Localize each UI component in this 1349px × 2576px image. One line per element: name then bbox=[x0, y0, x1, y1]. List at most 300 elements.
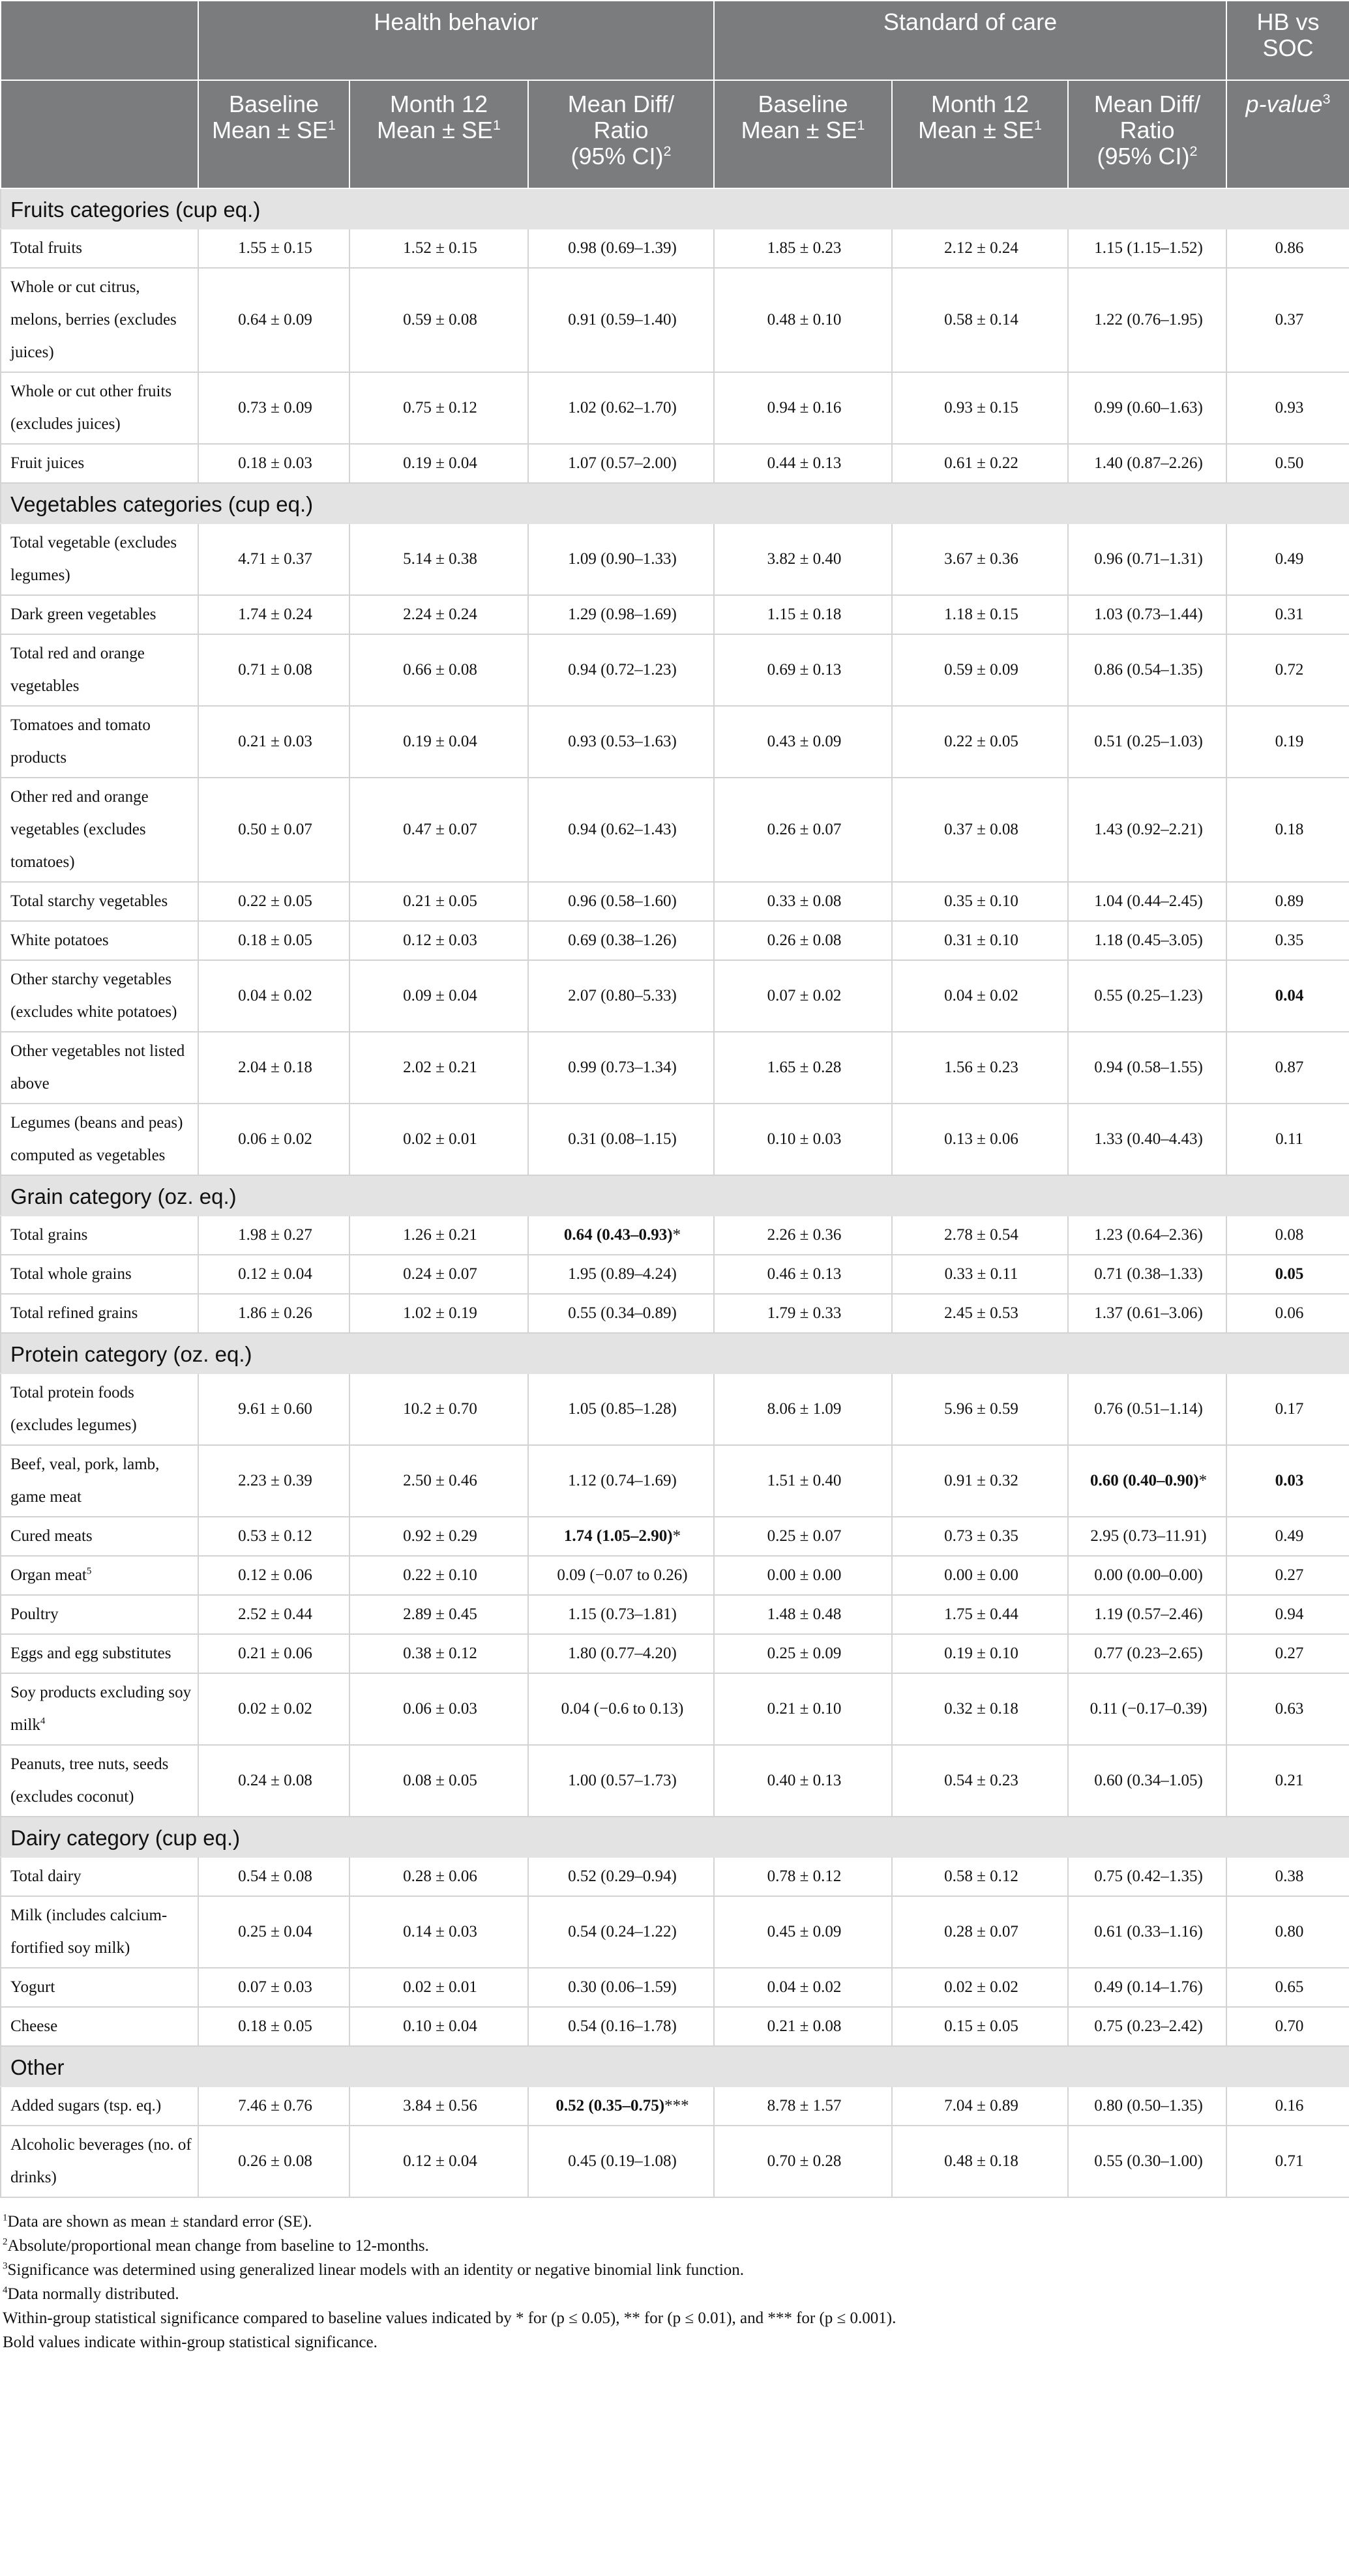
section-title: Fruits categories (cup eq.) bbox=[1, 188, 1349, 229]
soc-baseline-cell: 8.06 ± 1.09 bbox=[714, 1373, 892, 1445]
hb-month12-cell: 10.2 ± 0.70 bbox=[349, 1373, 528, 1445]
table-row bbox=[1, 2126, 1349, 2197]
soc-baseline-cell: 0.25 ± 0.09 bbox=[714, 1634, 892, 1673]
section-title: Dairy category (cup eq.) bbox=[1, 1817, 1349, 1857]
hb-month12-cell: 0.75 ± 0.12 bbox=[349, 372, 528, 444]
soc-month12-cell: 7.04 ± 0.89 bbox=[892, 2086, 1068, 2126]
hb-baseline-cell: 2.52 ± 0.44 bbox=[198, 1595, 349, 1634]
soc-month12-cell: 2.45 ± 0.53 bbox=[892, 1294, 1068, 1333]
pvalue-cell: 0.87 bbox=[1226, 1032, 1349, 1104]
row-label: Added sugars (tsp. eq.) bbox=[1, 2086, 198, 2126]
soc-diff-cell: 1.04 (0.44–2.45) bbox=[1068, 882, 1226, 921]
pvalue-cell: 0.16 bbox=[1226, 2086, 1349, 2126]
soc-month12-cell: 0.54 ± 0.23 bbox=[892, 1745, 1068, 1817]
row-label: Yogurt bbox=[1, 1968, 198, 2007]
soc-month12-cell: 0.37 ± 0.08 bbox=[892, 778, 1068, 882]
hb-month12-cell: 0.22 ± 0.10 bbox=[349, 1556, 528, 1595]
header-standard-of-care: Standard of care bbox=[714, 1, 1226, 80]
soc-diff-cell: 1.40 (0.87–2.26) bbox=[1068, 444, 1226, 483]
table-row bbox=[1, 1595, 1349, 1634]
table-row bbox=[1, 1294, 1349, 1333]
table-row bbox=[1, 1255, 1349, 1294]
hb-baseline-cell: 1.74 ± 0.24 bbox=[198, 595, 349, 634]
pvalue-cell: 0.38 bbox=[1226, 1857, 1349, 1896]
hb-month12-cell: 0.19 ± 0.04 bbox=[349, 444, 528, 483]
hb-month12-cell: 0.08 ± 0.05 bbox=[349, 1745, 528, 1817]
footnote: Within-group statistical significance compared to baseline values indicated by * for (p ≤ 0.05), ** for (p ≤ 0.01), and *** for (p ≤ 0.001). bbox=[3, 2309, 897, 2327]
soc-baseline-cell: 1.15 ± 0.18 bbox=[714, 595, 892, 634]
soc-month12-cell: 1.75 ± 0.44 bbox=[892, 1595, 1068, 1634]
hb-baseline-cell: 0.18 ± 0.03 bbox=[198, 444, 349, 483]
pvalue-cell: 0.50 bbox=[1226, 444, 1349, 483]
hb-baseline-cell: 2.04 ± 0.18 bbox=[198, 1032, 349, 1104]
hb-baseline-cell: 2.23 ± 0.39 bbox=[198, 1445, 349, 1517]
soc-baseline-cell: 0.21 ± 0.10 bbox=[714, 1673, 892, 1745]
pvalue-cell: 0.93 bbox=[1226, 372, 1349, 444]
pvalue-cell: 0.49 bbox=[1226, 1517, 1349, 1556]
hb-month12-cell: 0.02 ± 0.01 bbox=[349, 1968, 528, 2007]
table-row bbox=[1, 1517, 1349, 1556]
hb-baseline-cell: 0.71 ± 0.08 bbox=[198, 634, 349, 706]
soc-diff-cell: 0.55 (0.25–1.23) bbox=[1068, 960, 1226, 1032]
pvalue-cell: 0.94 bbox=[1226, 1595, 1349, 1634]
soc-month12-cell: 0.00 ± 0.00 bbox=[892, 1556, 1068, 1595]
row-label: Fruit juices bbox=[1, 444, 198, 483]
soc-diff-cell: 0.80 (0.50–1.35) bbox=[1068, 2086, 1226, 2126]
soc-month12-cell: 0.15 ± 0.05 bbox=[892, 2007, 1068, 2046]
section-header bbox=[1, 1817, 1349, 1857]
table-row bbox=[1, 2007, 1349, 2046]
row-label: Total protein foods (excludes legumes) bbox=[1, 1373, 198, 1445]
table-row bbox=[1, 1216, 1349, 1255]
row-label: Legumes (beans and peas) computed as vegetables bbox=[1, 1104, 198, 1175]
table-header bbox=[1, 1, 1349, 188]
soc-baseline-cell: 0.26 ± 0.07 bbox=[714, 778, 892, 882]
hb-month12-cell: 0.92 ± 0.29 bbox=[349, 1517, 528, 1556]
hb-month12-cell: 0.19 ± 0.04 bbox=[349, 706, 528, 778]
soc-month12-cell: 2.12 ± 0.24 bbox=[892, 229, 1068, 268]
table-row bbox=[1, 1556, 1349, 1595]
table-row bbox=[1, 229, 1349, 268]
hb-baseline-cell: 1.55 ± 0.15 bbox=[198, 229, 349, 268]
hb-month12-cell: 0.66 ± 0.08 bbox=[349, 634, 528, 706]
soc-month12-cell: 0.48 ± 0.18 bbox=[892, 2126, 1068, 2197]
soc-baseline-cell: 0.48 ± 0.10 bbox=[714, 268, 892, 372]
footnote: $^4$Data normally distributed. bbox=[3, 2285, 179, 2303]
hb-diff-cell: 0.94 (0.72–1.23) bbox=[528, 634, 714, 706]
table-row bbox=[1, 921, 1349, 960]
header-soc-diff: Mean Diff/ Ratio (95% CI)$^2$ bbox=[1068, 80, 1226, 188]
soc-baseline-cell: 0.00 ± 0.00 bbox=[714, 1556, 892, 1595]
soc-month12-cell: 0.58 ± 0.12 bbox=[892, 1857, 1068, 1896]
soc-baseline-cell: 0.33 ± 0.08 bbox=[714, 882, 892, 921]
soc-diff-cell: 0.51 (0.25–1.03) bbox=[1068, 706, 1226, 778]
hb-diff-cell: 0.98 (0.69–1.39) bbox=[528, 229, 714, 268]
table-row bbox=[1, 2086, 1349, 2126]
hb-diff-cell: 0.54 (0.24–1.22) bbox=[528, 1896, 714, 1968]
soc-month12-cell: 0.04 ± 0.02 bbox=[892, 960, 1068, 1032]
soc-diff-cell: 0.71 (0.38–1.33) bbox=[1068, 1255, 1226, 1294]
hb-month12-cell: 5.14 ± 0.38 bbox=[349, 523, 528, 595]
soc-diff-cell: 0.77 (0.23–2.65) bbox=[1068, 1634, 1226, 1673]
hbsoc-line2: SOC bbox=[1262, 35, 1314, 61]
header-pvalue: p-value$^3$ bbox=[1226, 80, 1349, 188]
hb-baseline-cell: 0.54 ± 0.08 bbox=[198, 1857, 349, 1896]
row-label: Tomatoes and tomato products bbox=[1, 706, 198, 778]
header-health-behavior: Health behavior bbox=[198, 1, 714, 80]
soc-diff-cell: 0.61 (0.33–1.16) bbox=[1068, 1896, 1226, 1968]
hb-diff-cell: 1.29 (0.98–1.69) bbox=[528, 595, 714, 634]
soc-month12-cell: 0.33 ± 0.11 bbox=[892, 1255, 1068, 1294]
hb-diff-cell: 2.07 (0.80–5.33) bbox=[528, 960, 714, 1032]
soc-diff-cell: 0.60 (0.40–0.90)* bbox=[1068, 1445, 1226, 1517]
soc-diff-cell: 1.22 (0.76–1.95) bbox=[1068, 268, 1226, 372]
table-row bbox=[1, 1445, 1349, 1517]
table-row bbox=[1, 1745, 1349, 1817]
hb-month12-cell: 0.12 ± 0.03 bbox=[349, 921, 528, 960]
hb-month12-cell: 0.38 ± 0.12 bbox=[349, 1634, 528, 1673]
soc-baseline-cell: 0.04 ± 0.02 bbox=[714, 1968, 892, 2007]
soc-diff-cell: 0.99 (0.60–1.63) bbox=[1068, 372, 1226, 444]
row-label: Peanuts, tree nuts, seeds (excludes coconut) bbox=[1, 1745, 198, 1817]
table-row bbox=[1, 444, 1349, 483]
hb-diff-cell: 1.07 (0.57–2.00) bbox=[528, 444, 714, 483]
pvalue-cell: 0.21 bbox=[1226, 1745, 1349, 1817]
table-row bbox=[1, 1857, 1349, 1896]
hb-diff-cell: 0.55 (0.34–0.89) bbox=[528, 1294, 714, 1333]
hb-baseline-cell: 0.12 ± 0.06 bbox=[198, 1556, 349, 1595]
hb-baseline-cell: 9.61 ± 0.60 bbox=[198, 1373, 349, 1445]
hb-diff-cell: 0.45 (0.19–1.08) bbox=[528, 2126, 714, 2197]
hb-diff-cell: 0.93 (0.53–1.63) bbox=[528, 706, 714, 778]
row-label: Total starchy vegetables bbox=[1, 882, 198, 921]
soc-month12-cell: 0.93 ± 0.15 bbox=[892, 372, 1068, 444]
hb-diff-cell: 0.99 (0.73–1.34) bbox=[528, 1032, 714, 1104]
row-label: Other red and orange vegetables (excludes tomatoes) bbox=[1, 778, 198, 882]
table-row bbox=[1, 595, 1349, 634]
soc-month12-cell: 0.59 ± 0.09 bbox=[892, 634, 1068, 706]
hb-baseline-cell: 0.24 ± 0.08 bbox=[198, 1745, 349, 1817]
soc-diff-cell: 0.75 (0.23–2.42) bbox=[1068, 2007, 1226, 2046]
hb-diff-cell: 0.52 (0.29–0.94) bbox=[528, 1857, 714, 1896]
hb-month12-cell: 0.21 ± 0.05 bbox=[349, 882, 528, 921]
soc-diff-cell: 0.11 (−0.17–0.39) bbox=[1068, 1673, 1226, 1745]
soc-baseline-cell: 0.26 ± 0.08 bbox=[714, 921, 892, 960]
header-stub-2 bbox=[1, 80, 198, 188]
row-label: Whole or cut other fruits (excludes juices) bbox=[1, 372, 198, 444]
table-row bbox=[1, 706, 1349, 778]
section-header bbox=[1, 1175, 1349, 1216]
hb-baseline-cell: 0.02 ± 0.02 bbox=[198, 1673, 349, 1745]
soc-baseline-cell: 0.46 ± 0.13 bbox=[714, 1255, 892, 1294]
hb-baseline-cell: 0.04 ± 0.02 bbox=[198, 960, 349, 1032]
pvalue-cell: 0.72 bbox=[1226, 634, 1349, 706]
hb-month12-cell: 2.89 ± 0.45 bbox=[349, 1595, 528, 1634]
hb-month12-cell: 0.47 ± 0.07 bbox=[349, 778, 528, 882]
row-label: Other starchy vegetables (excludes white potatoes) bbox=[1, 960, 198, 1032]
hb-month12-cell: 0.28 ± 0.06 bbox=[349, 1857, 528, 1896]
pvalue-cell: 0.37 bbox=[1226, 268, 1349, 372]
soc-month12-cell: 0.61 ± 0.22 bbox=[892, 444, 1068, 483]
soc-diff-cell: 1.19 (0.57–2.46) bbox=[1068, 1595, 1226, 1634]
hb-diff-cell: 0.31 (0.08–1.15) bbox=[528, 1104, 714, 1175]
pvalue-cell: 0.19 bbox=[1226, 706, 1349, 778]
soc-baseline-cell: 0.94 ± 0.16 bbox=[714, 372, 892, 444]
section-title: Other bbox=[1, 2046, 1349, 2086]
row-label: Total grains bbox=[1, 1216, 198, 1255]
row-label: Poultry bbox=[1, 1595, 198, 1634]
header-soc-baseline: Baseline Mean ± $SE^1$ bbox=[714, 80, 892, 188]
hb-diff-cell: 1.05 (0.85–1.28) bbox=[528, 1373, 714, 1445]
pvalue-cell: 0.11 bbox=[1226, 1104, 1349, 1175]
hb-diff-cell: 0.52 (0.35–0.75)*** bbox=[528, 2086, 714, 2126]
row-label: Total red and orange vegetables bbox=[1, 634, 198, 706]
soc-diff-cell: 0.86 (0.54–1.35) bbox=[1068, 634, 1226, 706]
table-row bbox=[1, 372, 1349, 444]
soc-diff-cell: 1.18 (0.45–3.05) bbox=[1068, 921, 1226, 960]
hb-baseline-cell: 1.98 ± 0.27 bbox=[198, 1216, 349, 1255]
table-row bbox=[1, 1634, 1349, 1673]
soc-month12-cell: 0.28 ± 0.07 bbox=[892, 1896, 1068, 1968]
row-label: White potatoes bbox=[1, 921, 198, 960]
row-label: Other vegetables not listed above bbox=[1, 1032, 198, 1104]
hb-month12-cell: 1.26 ± 0.21 bbox=[349, 1216, 528, 1255]
soc-month12-cell: 3.67 ± 0.36 bbox=[892, 523, 1068, 595]
soc-baseline-cell: 1.79 ± 0.33 bbox=[714, 1294, 892, 1333]
hb-diff-cell: 1.74 (1.05–2.90)* bbox=[528, 1517, 714, 1556]
hb-baseline-cell: 1.86 ± 0.26 bbox=[198, 1294, 349, 1333]
hb-baseline-cell: 0.25 ± 0.04 bbox=[198, 1896, 349, 1968]
soc-month12-cell: 0.73 ± 0.35 bbox=[892, 1517, 1068, 1556]
soc-diff-cell: 1.23 (0.64–2.36) bbox=[1068, 1216, 1226, 1255]
soc-baseline-cell: 1.48 ± 0.48 bbox=[714, 1595, 892, 1634]
section-header bbox=[1, 2046, 1349, 2086]
hb-diff-cell: 0.91 (0.59–1.40) bbox=[528, 268, 714, 372]
hb-diff-cell: 0.09 (−0.07 to 0.26) bbox=[528, 1556, 714, 1595]
hb-diff-cell: 0.30 (0.06–1.59) bbox=[528, 1968, 714, 2007]
row-label: Total refined grains bbox=[1, 1294, 198, 1333]
footnote: Bold values indicate within-group statistical significance. bbox=[3, 2334, 378, 2351]
table-row bbox=[1, 778, 1349, 882]
pvalue-cell: 0.31 bbox=[1226, 595, 1349, 634]
soc-baseline-cell: 0.44 ± 0.13 bbox=[714, 444, 892, 483]
header-stub bbox=[1, 1, 198, 80]
soc-month12-cell: 0.19 ± 0.10 bbox=[892, 1634, 1068, 1673]
row-label: Total vegetable (excludes legumes) bbox=[1, 523, 198, 595]
header-soc-month12: Month 12 Mean ± $SE^1$ bbox=[892, 80, 1068, 188]
header-hb-month12: Month 12 Mean ± $SE^1$ bbox=[349, 80, 528, 188]
pvalue-cell: 0.04 bbox=[1226, 960, 1349, 1032]
hb-baseline-cell: 0.18 ± 0.05 bbox=[198, 921, 349, 960]
soc-diff-cell: 0.49 (0.14–1.76) bbox=[1068, 1968, 1226, 2007]
soc-diff-cell: 2.95 (0.73–11.91) bbox=[1068, 1517, 1226, 1556]
soc-diff-cell: 0.60 (0.34–1.05) bbox=[1068, 1745, 1226, 1817]
table-row bbox=[1, 523, 1349, 595]
pvalue-cell: 0.89 bbox=[1226, 882, 1349, 921]
hb-month12-cell: 3.84 ± 0.56 bbox=[349, 2086, 528, 2126]
soc-baseline-cell: 8.78 ± 1.57 bbox=[714, 2086, 892, 2126]
soc-month12-cell: 1.56 ± 0.23 bbox=[892, 1032, 1068, 1104]
row-label: Organ meat$^5$ bbox=[1, 1556, 198, 1595]
soc-month12-cell: 1.18 ± 0.15 bbox=[892, 595, 1068, 634]
hb-month12-cell: 0.24 ± 0.07 bbox=[349, 1255, 528, 1294]
section-header bbox=[1, 483, 1349, 523]
hb-baseline-cell: 0.12 ± 0.04 bbox=[198, 1255, 349, 1294]
hb-month12-cell: 0.12 ± 0.04 bbox=[349, 2126, 528, 2197]
section-title: Grain category (oz. eq.) bbox=[1, 1175, 1349, 1216]
header-hb-vs-soc bbox=[1226, 1, 1349, 80]
soc-month12-cell: 2.78 ± 0.54 bbox=[892, 1216, 1068, 1255]
header-hb-diff: Mean Diff/ Ratio (95% CI)$^2$ bbox=[528, 80, 714, 188]
hb-month12-cell: 0.09 ± 0.04 bbox=[349, 960, 528, 1032]
footnote: $^3$Significance was determined using generalized linear models with an identity or negative binomial link function. bbox=[3, 2261, 745, 2279]
row-label: Total dairy bbox=[1, 1857, 198, 1896]
soc-baseline-cell: 1.65 ± 0.28 bbox=[714, 1032, 892, 1104]
section-header bbox=[1, 188, 1349, 229]
soc-diff-cell: 0.75 (0.42–1.35) bbox=[1068, 1857, 1226, 1896]
table-row bbox=[1, 1032, 1349, 1104]
hb-month12-cell: 2.24 ± 0.24 bbox=[349, 595, 528, 634]
soc-diff-cell: 1.15 (1.15–1.52) bbox=[1068, 229, 1226, 268]
soc-month12-cell: 0.58 ± 0.14 bbox=[892, 268, 1068, 372]
soc-baseline-cell: 0.40 ± 0.13 bbox=[714, 1745, 892, 1817]
hb-diff-cell: 1.09 (0.90–1.33) bbox=[528, 523, 714, 595]
hb-month12-cell: 0.10 ± 0.04 bbox=[349, 2007, 528, 2046]
soc-baseline-cell: 0.21 ± 0.08 bbox=[714, 2007, 892, 2046]
hb-month12-cell: 2.02 ± 0.21 bbox=[349, 1032, 528, 1104]
hb-baseline-cell: 7.46 ± 0.76 bbox=[198, 2086, 349, 2126]
table-row bbox=[1, 1673, 1349, 1745]
hb-baseline-cell: 0.21 ± 0.03 bbox=[198, 706, 349, 778]
row-label: Milk (includes calcium-fortified soy milk) bbox=[1, 1896, 198, 1968]
pvalue-cell: 0.49 bbox=[1226, 523, 1349, 595]
hb-month12-cell: 0.02 ± 0.01 bbox=[349, 1104, 528, 1175]
soc-diff-cell: 0.55 (0.30–1.00) bbox=[1068, 2126, 1226, 2197]
hb-month12-cell: 0.14 ± 0.03 bbox=[349, 1896, 528, 1968]
hb-baseline-cell: 0.50 ± 0.07 bbox=[198, 778, 349, 882]
footnote: $^2$Absolute/proportional mean change from baseline to 12-months. bbox=[3, 2236, 429, 2255]
soc-month12-cell: 5.96 ± 0.59 bbox=[892, 1373, 1068, 1445]
hb-diff-cell: 1.12 (0.74–1.69) bbox=[528, 1445, 714, 1517]
table-row bbox=[1, 882, 1349, 921]
soc-month12-cell: 0.31 ± 0.10 bbox=[892, 921, 1068, 960]
pvalue-cell: 0.17 bbox=[1226, 1373, 1349, 1445]
soc-baseline-cell: 1.85 ± 0.23 bbox=[714, 229, 892, 268]
hb-month12-cell: 0.06 ± 0.03 bbox=[349, 1673, 528, 1745]
row-label: Whole or cut citrus, melons, berries (excludes juices) bbox=[1, 268, 198, 372]
hb-baseline-cell: 0.18 ± 0.05 bbox=[198, 2007, 349, 2046]
soc-diff-cell: 0.96 (0.71–1.31) bbox=[1068, 523, 1226, 595]
row-label: Cheese bbox=[1, 2007, 198, 2046]
pvalue-cell: 0.63 bbox=[1226, 1673, 1349, 1745]
soc-diff-cell: 0.94 (0.58–1.55) bbox=[1068, 1032, 1226, 1104]
soc-baseline-cell: 0.07 ± 0.02 bbox=[714, 960, 892, 1032]
row-label: Soy products excluding soy milk$^4$ bbox=[1, 1673, 198, 1745]
soc-baseline-cell: 3.82 ± 0.40 bbox=[714, 523, 892, 595]
hb-diff-cell: 0.54 (0.16–1.78) bbox=[528, 2007, 714, 2046]
row-label: Eggs and egg substitutes bbox=[1, 1634, 198, 1673]
soc-diff-cell: 1.03 (0.73–1.44) bbox=[1068, 595, 1226, 634]
pvalue-cell: 0.71 bbox=[1226, 2126, 1349, 2197]
table-row bbox=[1, 268, 1349, 372]
pvalue-cell: 0.05 bbox=[1226, 1255, 1349, 1294]
hb-month12-cell: 0.59 ± 0.08 bbox=[349, 268, 528, 372]
soc-baseline-cell: 0.70 ± 0.28 bbox=[714, 2126, 892, 2197]
hb-baseline-cell: 0.07 ± 0.03 bbox=[198, 1968, 349, 2007]
soc-diff-cell: 1.37 (0.61–3.06) bbox=[1068, 1294, 1226, 1333]
soc-diff-cell: 1.43 (0.92–2.21) bbox=[1068, 778, 1226, 882]
table-row bbox=[1, 1104, 1349, 1175]
hb-diff-cell: 0.64 (0.43–0.93)* bbox=[528, 1216, 714, 1255]
hb-baseline-cell: 0.22 ± 0.05 bbox=[198, 882, 349, 921]
soc-baseline-cell: 0.78 ± 0.12 bbox=[714, 1857, 892, 1896]
pvalue-cell: 0.70 bbox=[1226, 2007, 1349, 2046]
hb-baseline-cell: 4.71 ± 0.37 bbox=[198, 523, 349, 595]
hb-diff-cell: 0.96 (0.58–1.60) bbox=[528, 882, 714, 921]
header-hb-baseline: Baseline Mean ± $SE^1$ bbox=[198, 80, 349, 188]
soc-baseline-cell: 2.26 ± 0.36 bbox=[714, 1216, 892, 1255]
hb-diff-cell: 0.69 (0.38–1.26) bbox=[528, 921, 714, 960]
footnotes bbox=[0, 2198, 1349, 2354]
hb-diff-cell: 1.02 (0.62–1.70) bbox=[528, 372, 714, 444]
row-label: Dark green vegetables bbox=[1, 595, 198, 634]
table-row bbox=[1, 1373, 1349, 1445]
soc-diff-cell: 0.76 (0.51–1.14) bbox=[1068, 1373, 1226, 1445]
pvalue-cell: 0.06 bbox=[1226, 1294, 1349, 1333]
hb-diff-cell: 1.00 (0.57–1.73) bbox=[528, 1745, 714, 1817]
hb-diff-cell: 1.15 (0.73–1.81) bbox=[528, 1595, 714, 1634]
soc-diff-cell: 1.33 (0.40–4.43) bbox=[1068, 1104, 1226, 1175]
hb-baseline-cell: 0.73 ± 0.09 bbox=[198, 372, 349, 444]
hb-diff-cell: 1.80 (0.77–4.20) bbox=[528, 1634, 714, 1673]
soc-baseline-cell: 0.45 ± 0.09 bbox=[714, 1896, 892, 1968]
table-row bbox=[1, 634, 1349, 706]
section-header bbox=[1, 1333, 1349, 1373]
soc-month12-cell: 0.35 ± 0.10 bbox=[892, 882, 1068, 921]
table-body bbox=[1, 188, 1349, 2197]
table-row bbox=[1, 960, 1349, 1032]
hb-baseline-cell: 0.53 ± 0.12 bbox=[198, 1517, 349, 1556]
table-row bbox=[1, 1968, 1349, 2007]
hb-baseline-cell: 0.21 ± 0.06 bbox=[198, 1634, 349, 1673]
row-label: Alcoholic beverages (no. of drinks) bbox=[1, 2126, 198, 2197]
hb-diff-cell: 0.94 (0.62–1.43) bbox=[528, 778, 714, 882]
section-title: Protein category (oz. eq.) bbox=[1, 1333, 1349, 1373]
hb-month12-cell: 2.50 ± 0.46 bbox=[349, 1445, 528, 1517]
pvalue-cell: 0.86 bbox=[1226, 229, 1349, 268]
pvalue-cell: 0.27 bbox=[1226, 1634, 1349, 1673]
hbsoc-line1: HB vs bbox=[1256, 8, 1320, 35]
hb-diff-cell: 1.95 (0.89–4.24) bbox=[528, 1255, 714, 1294]
soc-month12-cell: 0.13 ± 0.06 bbox=[892, 1104, 1068, 1175]
row-label: Total fruits bbox=[1, 229, 198, 268]
hb-baseline-cell: 0.26 ± 0.08 bbox=[198, 2126, 349, 2197]
row-label: Cured meats bbox=[1, 1517, 198, 1556]
soc-month12-cell: 0.02 ± 0.02 bbox=[892, 1968, 1068, 2007]
soc-month12-cell: 0.22 ± 0.05 bbox=[892, 706, 1068, 778]
soc-month12-cell: 0.91 ± 0.32 bbox=[892, 1445, 1068, 1517]
soc-baseline-cell: 0.43 ± 0.09 bbox=[714, 706, 892, 778]
pvalue-cell: 0.03 bbox=[1226, 1445, 1349, 1517]
pvalue-cell: 0.08 bbox=[1226, 1216, 1349, 1255]
pvalue-cell: 0.35 bbox=[1226, 921, 1349, 960]
soc-baseline-cell: 0.69 ± 0.13 bbox=[714, 634, 892, 706]
soc-baseline-cell: 0.25 ± 0.07 bbox=[714, 1517, 892, 1556]
pvalue-cell: 0.18 bbox=[1226, 778, 1349, 882]
soc-baseline-cell: 1.51 ± 0.40 bbox=[714, 1445, 892, 1517]
hb-baseline-cell: 0.64 ± 0.09 bbox=[198, 268, 349, 372]
soc-baseline-cell: 0.10 ± 0.03 bbox=[714, 1104, 892, 1175]
